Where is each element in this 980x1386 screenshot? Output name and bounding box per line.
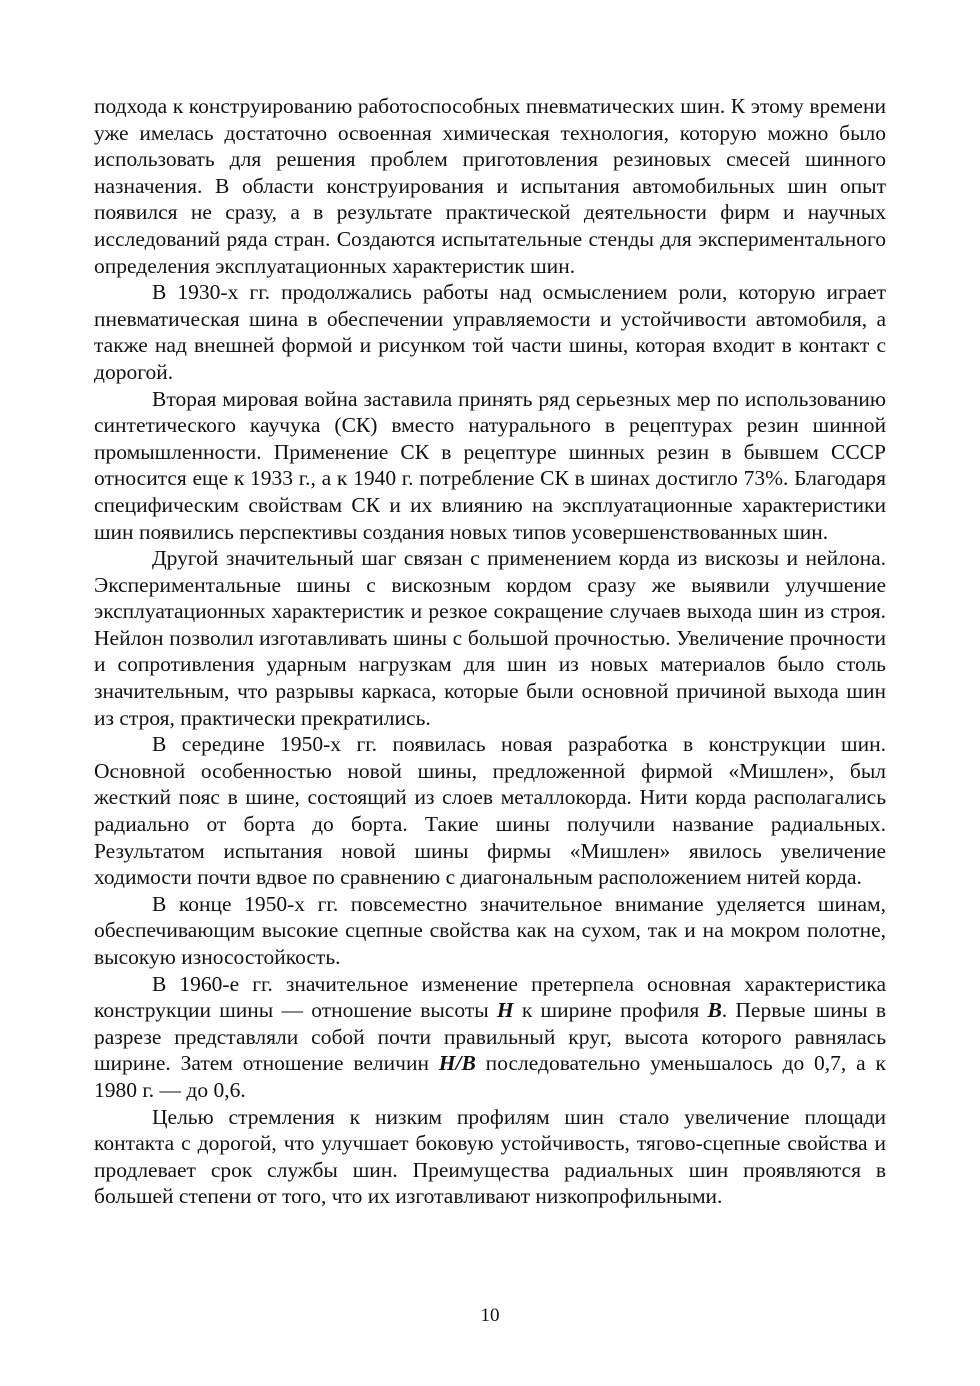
paragraph-6: В конце 1950-х гг. повсеместно значительное внимание уделяется шинам, обеспечивающим высокие сцепные свойства как на сухом, так и на мокром полотне, высокую износостойкость. [94, 891, 886, 969]
variable-b: B [707, 998, 722, 1023]
paragraph-1: подхода к конструированию работоспособных пневматических шин. К этому времени уже имелась достаточно освоенная химическая технология, которую можно было использовать для решения проблем приготовления резиновых смесей шинного назначения. В области конструирования и испытания автомобильных шин опыт появился не сразу, а в результате практической деятельности фирм и научных исследований ряда стран. Создаются испытательные стенды для экспериментального определения эксплуатационных характеристик шин. [94, 94, 886, 278]
paragraph-7-text-3: . Первые шины в разрезе представляли собой почти правильный круг, высота которого равнялась ширине. Затем отношение величин [94, 998, 886, 1076]
paragraph-8: Целью стремления к низким профилям шин стало увеличение площади контакта с дорогой, что улучшает боковую устойчивость, тягово-сцепные свойства и продлевает срок службы шин. Преимущества радиальных шин проявляются в большей степени от того, что их изготавливают низкопрофильными. [94, 1104, 886, 1209]
page-number: 10 [480, 1305, 500, 1326]
variable-h: H [496, 998, 514, 1023]
paragraph-7-text-2: к ширине профиля [513, 998, 708, 1023]
paragraph-7-text-4: последовательно уменьшалось до 0,7, а к 1980 г. — до 0,6. [94, 1051, 886, 1102]
page-body [94, 93, 886, 1210]
paragraph-5: В середине 1950-х гг. появилась новая разработка в конструкции шин. Основной особенностью новой шины, предложенной фирмой «Мишлен», был жесткий пояс в шине, состоящий из слоев металлокорда. Нити корда располагались радиально от борта до борта. Такие шины получили название радиальных. Результатом испытания новой шины фирмы «Мишлен» явилось увеличение ходимости почти вдвое по сравнению с диагональным расположением нитей корда. [94, 732, 886, 890]
paragraph-7 [94, 971, 886, 1104]
paragraph-2: В 1930-х гг. продолжались работы над осмыслением роли, которую играет пневматическая шина в обеспечении управляемости и устойчивости автомобиля, а также над внешней формой и рисунком той части шины, которая входит в контакт с дорогой. [94, 280, 886, 384]
variable-h-over-b: H/B [438, 1051, 476, 1076]
paragraph-7-text-1: В 1960-е гг. значительное изменение претерпела основная характеристика конструкции шины — отношение высоты [94, 971, 886, 1023]
paragraph-3: Вторая мировая война заставила принять ряд серьезных мер по использованию синтетического каучука (СК) вместо натурального в рецептурах резин шинной промышленности. Применение СК в рецептуре шинных резин в бывшем СССР относится еще к 1933 г., а к 1940 г. потребление СК в шинах достигло 73%. Благодаря специфическим свойствам СК и их влиянию на эксплуатационные характеристики шин появились перспективы создания новых типов усовершенствованных шин. [94, 386, 886, 544]
paragraph-4: Другой значительный шаг связан с применением корда из вискозы и нейлона. Экспериментальные шины с вискозным кордом сразу же выявили улучшение эксплуатационных характеристик и резкое сокращение случаев выхода шин из строя. Нейлон позволил изготавливать шины с большой прочностью. Увеличение прочности и сопротивления ударным нагрузкам для шин из новых материалов было столь значительным, что разрывы каркаса, которые были основной причиной выхода шин из строя, практически прекратились. [94, 546, 886, 730]
